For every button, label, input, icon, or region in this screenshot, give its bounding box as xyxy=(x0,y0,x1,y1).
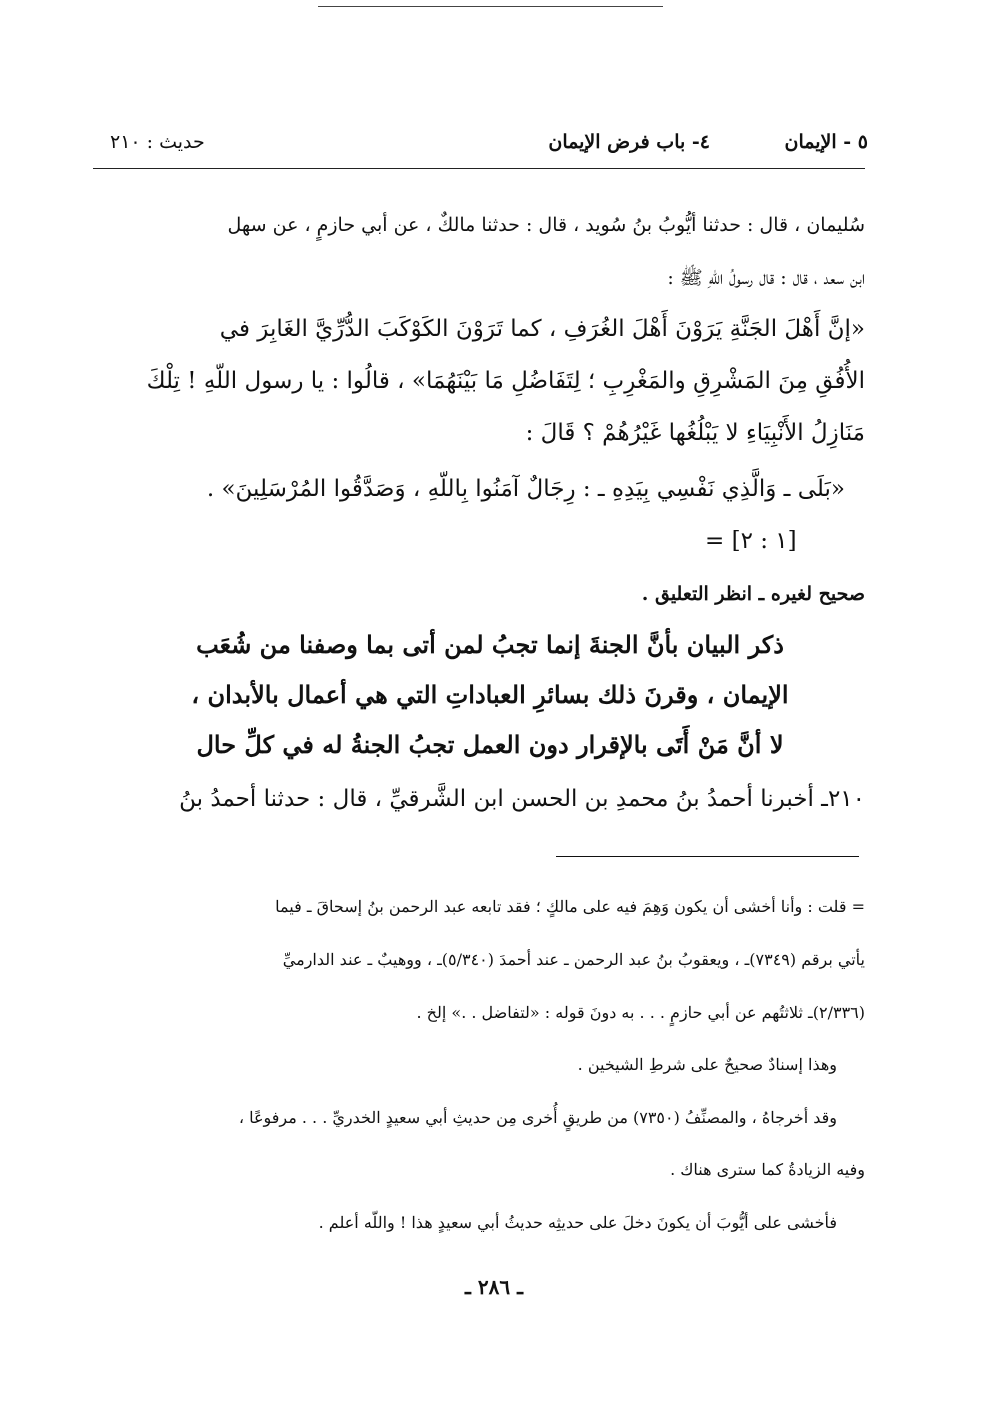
hadith-210-start: ٢١٠ـ أخبرنا أحمدُ بنُ محمدِ بن الحسن ابن الشَّرقيِّ ، قال : حدثنا أحمدُ بنُ xyxy=(179,786,865,812)
page-header xyxy=(110,131,868,161)
footnote-line-3: (٢/٣٣٦)ـ ثلاثتُهم عن أبي حازمٍ . . . به دونَ قوله : «لتفاضل . .» إلخ . xyxy=(416,1003,865,1022)
chapter-heading-line-3: لا أنَّ مَنْ أَتَى بالإقرار دون العمل تجبُ الجنةُ له في كلِّ حال xyxy=(196,730,784,759)
footnote-line-2: يأتي برقم (٧٣٤٩)ـ ، ويعقوبُ بنُ عبد الرحمن ـ عند أحمدَ (٥/٣٤٠)ـ ، ووهيبٌ ـ عند الدارميِّ xyxy=(282,950,865,969)
bab-title: ٤- باب فرض الإيمان xyxy=(548,131,710,153)
footnote-line-4: وهذا إسنادٌ صحيحٌ على شرطِ الشيخين . xyxy=(577,1055,837,1074)
body-line-7: = [١ : ٢] xyxy=(705,528,797,554)
footnote-line-5: وقد أخرجاهُ ، والمصنِّفُ (٧٣٥٠) من طريقٍ أُخرى مِن حديثِ أبي سعيدٍ الخدريِّ . . . مرفوعًا ، xyxy=(238,1108,837,1127)
header-rule xyxy=(93,168,865,169)
body-line-4: الأُفُقِ مِنَ المَشْرِقِ والمَغْرِبِ ؛ لِتَفَاضُلِ مَا بَيْنَهُمَا» ، قالُوا : يا رسول اللّهِ ! تِلْكَ xyxy=(146,368,865,394)
body-line-2: ابن سعد ، قال : قال رسولُ اللّهِ ﷺ : xyxy=(667,267,865,289)
footnote-line-7: فأخشى على أيُّوبَ أن يكونَ دخلَ على حديثِه حديثُ أبي سعيدٍ هذا ! واللّه أعلم . xyxy=(318,1213,837,1232)
body-line-6: «بَلَى ـ وَالَّذِي نَفْسِي بِيَدِهِ ـ : رِجَالٌ آمَنُوا بِاللّهِ ، وَصَدَّقُوا المُرْسَلِينَ» . xyxy=(206,476,845,502)
body-line-3: «إنَّ أَهْلَ الجَنَّةِ يَرَوْنَ أَهْلَ الغُرَفِ ، كما تَرَوْنَ الكَوْكَبَ الدُّرِّيَّ الغَابِرَ في xyxy=(219,316,865,342)
chapter-heading-line-1: ذكر البيان بأنَّ الجنةَ إنما تجبُ لمن أتى بما وصفنا من شُعَب xyxy=(196,630,784,659)
chapter-title: ٥ - الإيمان xyxy=(784,131,868,153)
footnote-line-6: وفيه الزيادةُ كما سترى هناك . xyxy=(670,1160,865,1179)
hadith-reference: حديث : ٢١٠ xyxy=(110,131,205,153)
chapter-heading-line-2: الإيمان ، وقرنَ ذلك بسائرِ العباداتِ التي هي أعمال بالأبدان ، xyxy=(191,680,789,709)
footnote-rule xyxy=(556,856,859,857)
top-rule xyxy=(318,6,663,7)
footnote-line-1: = قلت : وأنا أخشى أن يكون وَهِمَ فيه على مالكٍ ؛ فقد تابعه عبد الرحمن بنُ إسحاقَ ـ فيما xyxy=(275,897,865,916)
grading: صحيح لغيره ـ انظر التعليق . xyxy=(641,583,865,605)
page-number: ـ ٢٨٦ ـ xyxy=(465,1275,523,1299)
body-line-5: مَنَازِلُ الأَنْبِيَاءِ لا يَبْلُغُها غَيْرُهُمْ ؟ قَالَ : xyxy=(525,420,865,446)
body-line-1: سُليمان ، قال : حدثنا أيُّوبُ بنُ سُويد ، قال : حدثنا مالكٌ ، عن أبي حازمٍ ، عن سهل xyxy=(227,214,865,236)
